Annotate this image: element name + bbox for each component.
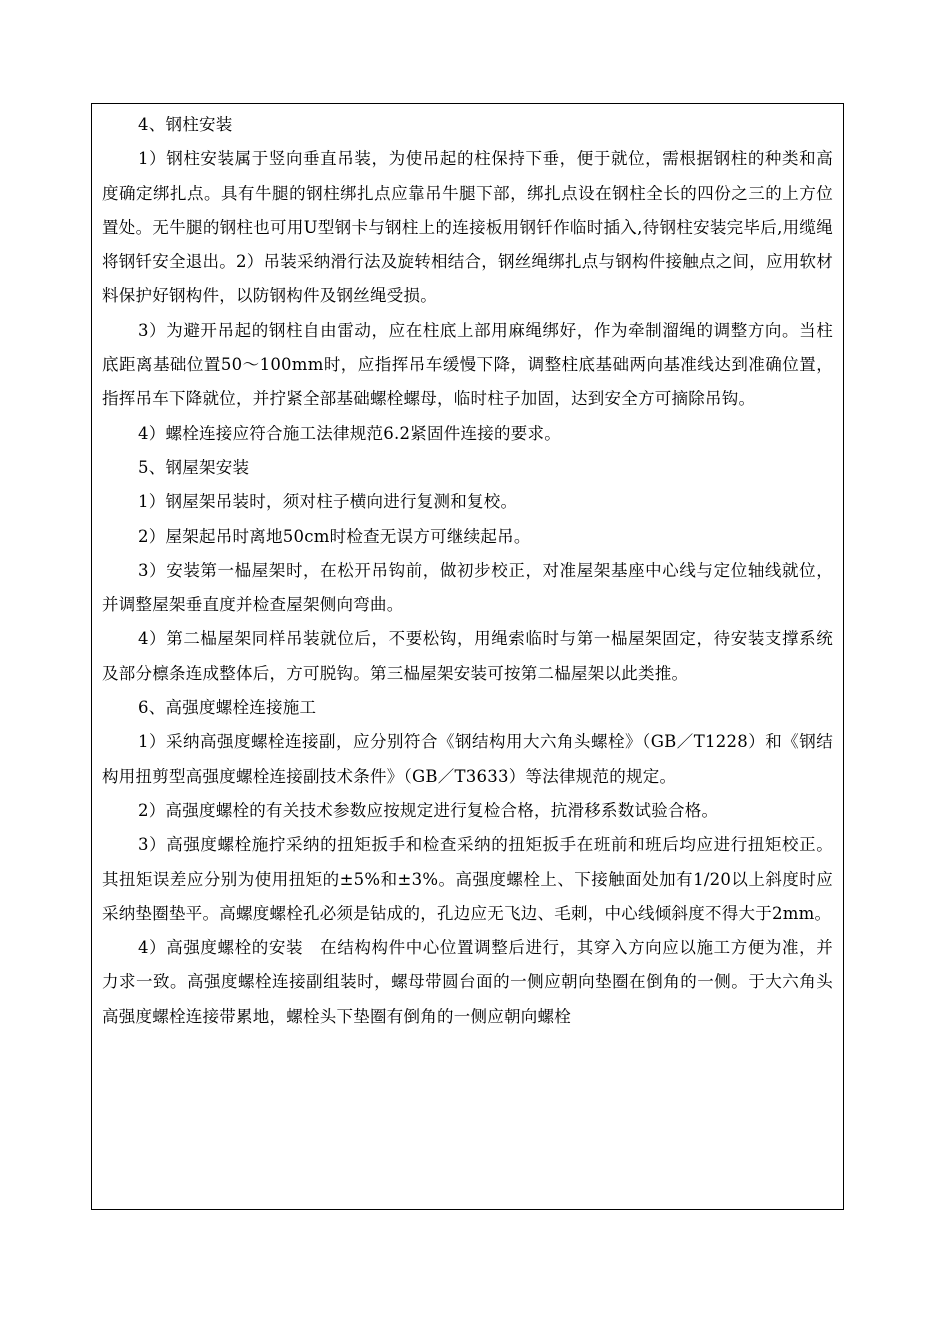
document-frame [91,103,844,1210]
paragraph: 2）屋架起吊时离地50cm时检查无误方可继续起吊。 [138,526,531,546]
paragraph: 1）钢柱安装属于竖向垂直吊装，为使吊起的柱保持下垂，便于就位，需根据钢柱的种类和高度确定绑扎点。具有牛腿的钢柱绑扎点应靠吊牛腿下部，绑扎点设在钢柱全长的四份之三的上方位置处。无牛腿的钢柱也可用U型钢卡与钢柱上的连接板用钢钎作临时插入,待钢柱安装完毕后,用缆绳将钢钎安全退出。2）吊装采纳滑行法及旋转相结合，钢丝绳绑扎点与钢构件接触点之间，应用软材料保护好钢构件，以防钢构件及钢丝绳受损。 [102,149,833,306]
paragraph: 2）高强度螺栓的有关技术参数应按规定进行复检合格，抗滑移系数试验合格。 [138,800,719,820]
paragraph: 4）第二榀屋架同样吊装就位后，不要松钩，用绳索临时与第一榀屋架固定，待安装支撑系统及部分檩条连成整体后，方可脱钩。第三榀屋架安装可按第二榀屋架以此类推。 [102,629,833,683]
paragraph: 3）为避开吊起的钢柱自由雷动，应在柱底上部用麻绳绑好，作为牵制溜绳的调整方向。当柱底距离基础位置50～100mm时，应指挥吊车缓慢下降，调整柱底基础两向基准线达到准确位置，指挥吊车下降就位，并拧紧全部基础螺栓螺母，临时柱子加固，达到安全方可摘除吊钩。 [102,320,833,409]
paragraph: 1）钢屋架吊装时，须对柱子横向进行复测和复校。 [138,492,518,512]
paragraph: 4）螺栓连接应符合施工法律规范6.2紧固件连接的要求。 [138,423,561,443]
section-heading-steel-roof-truss: 5、钢屋架安装 [138,457,250,477]
paragraph: 3）安装第一榀屋架时，在松开吊钩前，做初步校正，对准屋架基座中心线与定位轴线就位，并调整屋架垂直度并检查屋架侧向弯曲。 [102,560,833,615]
section-heading-steel-column: 4、钢柱安装 [138,115,233,134]
paragraph: 3）高强度螺栓施拧采纳的扭矩扳手和检查采纳的扭矩扳手在班前和班后均应进行扭矩校正。其扭矩误差应分别为使用扭矩的±5%和±3%。高强度螺栓上、下接触面处加有1/20以上斜度时应采纳垫圈垫平。高螺度螺栓孔必须是钻成的，孔边应无飞边、毛刺，中心线倾斜度不得大于2mm。 [102,835,833,923]
paragraph: 1）采纳高强度螺栓连接副，应分别符合《钢结构用大六角头螺栓》（GB／T1228）和《钢结构用扭剪型高强度螺栓连接副技术条件》（GB／T3633）等法律规范的规定。 [102,732,833,786]
section-heading-high-strength-bolt: 6、高强度螺栓连接施工 [138,698,317,718]
document-body [102,108,833,1034]
paragraph: 4）高强度螺栓的安装 在结构构件中心位置调整后进行，其穿入方向应以施工方便为准，并力求一致。高强度螺栓连接副组装时，螺母带圆台面的一侧应朝向垫圈在倒角的一侧。于大六角头高强度螺栓连接带累地，螺栓头下垫圈有倒角的一侧应朝向螺栓 [102,938,833,1026]
